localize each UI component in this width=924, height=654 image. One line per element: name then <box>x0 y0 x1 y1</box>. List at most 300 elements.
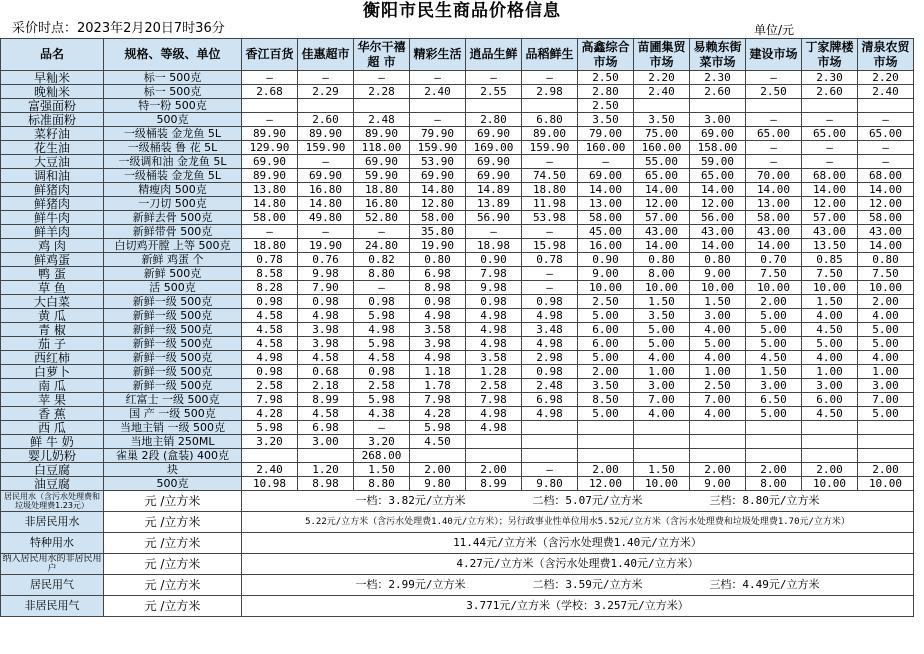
price-cell: — <box>298 71 354 85</box>
price-cell: 14.00 <box>690 183 746 197</box>
price-cell: 0.98 <box>522 365 578 379</box>
table-row <box>1 183 914 197</box>
product-name: 白萝卜 <box>1 365 104 379</box>
price-cell: 5.00 <box>858 337 914 351</box>
price-cell: 9.98 <box>466 281 522 295</box>
price-cell <box>690 99 746 113</box>
product-spec: 一级调和油 金龙鱼 5L <box>104 155 242 169</box>
price-cell: 0.98 <box>354 365 410 379</box>
price-cell: 0.90 <box>466 253 522 267</box>
price-cell: 2.60 <box>690 85 746 99</box>
price-cell: 3.00 <box>690 309 746 323</box>
price-cell: 3.00 <box>634 379 690 393</box>
price-cell: 1.00 <box>858 365 914 379</box>
price-cell: 4.58 <box>354 351 410 365</box>
price-cell: — <box>746 71 802 85</box>
price-cell: 2.00 <box>746 463 802 477</box>
table-row <box>1 253 914 267</box>
price-cell <box>242 449 298 463</box>
price-cell: 2.58 <box>242 379 298 393</box>
utility-row <box>1 491 914 512</box>
price-cell: 69.00 <box>578 169 634 183</box>
price-cell: 3.50 <box>634 113 690 127</box>
price-cell: 4.38 <box>354 407 410 421</box>
table-row <box>1 295 914 309</box>
price-cell: — <box>522 463 578 477</box>
price-cell: 8.99 <box>298 393 354 407</box>
price-cell: — <box>242 113 298 127</box>
price-cell: 6.80 <box>522 113 578 127</box>
price-cell: 65.00 <box>802 127 858 141</box>
price-cell: 55.00 <box>634 155 690 169</box>
utility-price-text: 5.22元/立方米（含污水处理费1.40元/立方米）；另行政事业性单位用水5.52元/立方米（含污水处理费和垃圾处理费1.70元/立方米） <box>305 517 850 527</box>
product-spec: 当地主销 250ML <box>104 435 242 449</box>
price-cell: 0.90 <box>578 253 634 267</box>
price-cell: 118.00 <box>354 141 410 155</box>
price-cell <box>746 449 802 463</box>
price-cell: 43.00 <box>634 225 690 239</box>
product-name: 西红柿 <box>1 351 104 365</box>
price-cell <box>746 99 802 113</box>
product-name: 黄 瓜 <box>1 309 104 323</box>
price-cell: 3.50 <box>634 309 690 323</box>
price-cell: 14.00 <box>690 239 746 253</box>
utility-unit: 元 /立方米 <box>104 491 242 512</box>
price-cell: 6.98 <box>298 421 354 435</box>
price-cell: 8.58 <box>242 267 298 281</box>
utility-price <box>242 596 914 617</box>
product-name: 苹 果 <box>1 393 104 407</box>
price-cell: 2.50 <box>690 379 746 393</box>
price-cell: 4.00 <box>690 351 746 365</box>
price-cell: 2.50 <box>578 99 634 113</box>
table-row <box>1 225 914 239</box>
price-cell: 19.90 <box>298 239 354 253</box>
price-cell: 1.78 <box>410 379 466 393</box>
table-row <box>1 239 914 253</box>
price-cell: 12.00 <box>634 197 690 211</box>
price-cell: — <box>858 113 914 127</box>
price-cell: 43.00 <box>858 225 914 239</box>
utility-tier: 一档：3.82元/立方米 <box>355 494 466 507</box>
price-cell: 9.00 <box>690 477 746 491</box>
price-cell: 19.90 <box>410 239 466 253</box>
product-name: 鲜牛肉 <box>1 211 104 225</box>
price-cell: 3.48 <box>522 323 578 337</box>
price-cell: 3.58 <box>410 323 466 337</box>
price-cell: 4.98 <box>410 351 466 365</box>
price-cell: 5.00 <box>746 309 802 323</box>
table-row <box>1 449 914 463</box>
product-spec: 雀巢 2段 (盒装) 400克 <box>104 449 242 463</box>
table-row <box>1 463 914 477</box>
table-row <box>1 197 914 211</box>
price-cell: 5.00 <box>634 323 690 337</box>
price-cell: 3.50 <box>578 379 634 393</box>
utility-tier: 三档：8.80元/立方米 <box>709 494 820 507</box>
price-cell <box>466 449 522 463</box>
price-cell: 8.98 <box>410 281 466 295</box>
product-spec: 红富士 一级 500克 <box>104 393 242 407</box>
price-cell: 4.98 <box>410 309 466 323</box>
price-cell: 14.00 <box>802 183 858 197</box>
price-cell: 74.50 <box>522 169 578 183</box>
price-cell: 4.50 <box>802 323 858 337</box>
utility-unit: 元 /立方米 <box>104 512 242 533</box>
price-cell <box>858 435 914 449</box>
price-cell: 16.80 <box>354 197 410 211</box>
price-cell <box>746 421 802 435</box>
price-cell: 14.80 <box>298 197 354 211</box>
utility-row <box>1 533 914 554</box>
utility-price <box>242 491 914 512</box>
utility-name: 纳入居民用水的非居民用户 <box>2 554 102 574</box>
price-cell: 18.80 <box>522 183 578 197</box>
price-cell: 268.00 <box>354 449 410 463</box>
price-cell: — <box>522 71 578 85</box>
price-cell: — <box>522 155 578 169</box>
price-cell: 2.48 <box>522 379 578 393</box>
price-cell: 13.00 <box>578 197 634 211</box>
price-cell: 43.00 <box>802 225 858 239</box>
price-cell: 0.85 <box>802 253 858 267</box>
price-cell: 5.00 <box>746 407 802 421</box>
price-cell: 2.60 <box>298 113 354 127</box>
price-cell: 7.50 <box>746 267 802 281</box>
price-cell: 65.00 <box>634 169 690 183</box>
price-cell: 4.00 <box>634 351 690 365</box>
price-cell: 18.98 <box>466 239 522 253</box>
price-cell: — <box>298 155 354 169</box>
price-cell: 9.80 <box>522 477 578 491</box>
product-name: 白豆腐 <box>1 463 104 477</box>
product-spec: 标一 500克 <box>104 71 242 85</box>
price-cell: 4.50 <box>746 351 802 365</box>
price-cell: 5.00 <box>858 323 914 337</box>
price-cell: 8.00 <box>746 477 802 491</box>
price-cell <box>578 435 634 449</box>
price-cell: 129.90 <box>242 141 298 155</box>
table-row <box>1 407 914 421</box>
price-cell <box>578 449 634 463</box>
price-cell: 4.98 <box>466 421 522 435</box>
price-cell: 1.50 <box>746 365 802 379</box>
utility-name: 居民用水（含污水处理费和垃圾处理费1.23元） <box>1 491 104 512</box>
price-cell: 1.20 <box>298 463 354 477</box>
price-cell: — <box>746 113 802 127</box>
price-cell: 4.00 <box>802 309 858 323</box>
price-cell: 3.00 <box>690 113 746 127</box>
price-cell: 9.80 <box>410 477 466 491</box>
table-row <box>1 113 914 127</box>
utility-unit: 元 /立方米 <box>104 533 242 554</box>
price-cell: 10.00 <box>634 477 690 491</box>
utility-row <box>1 575 914 596</box>
page-title: 衡阳市民生商品价格信息 <box>363 1 561 21</box>
header-store: 华尔干禧超 市 <box>354 39 410 71</box>
price-cell: 0.80 <box>858 253 914 267</box>
price-cell: 45.00 <box>578 225 634 239</box>
price-cell <box>578 421 634 435</box>
price-cell: 10.00 <box>578 281 634 295</box>
header-store: 高鑫综合市场 <box>578 39 634 71</box>
price-cell: 9.00 <box>690 267 746 281</box>
product-spec: 精瘦肉 500克 <box>104 183 242 197</box>
table-row <box>1 155 914 169</box>
price-cell: 2.00 <box>578 463 634 477</box>
header-store: 逍品生鲜 <box>466 39 522 71</box>
price-cell: 4.28 <box>242 407 298 421</box>
price-cell: 3.00 <box>858 379 914 393</box>
price-cell: 8.98 <box>298 477 354 491</box>
product-spec: 标一 500克 <box>104 85 242 99</box>
price-cell: 4.58 <box>298 351 354 365</box>
price-cell: 2.00 <box>858 463 914 477</box>
product-name: 草 鱼 <box>1 281 104 295</box>
price-cell: 16.00 <box>578 239 634 253</box>
price-cell: 89.90 <box>354 127 410 141</box>
table-row <box>1 267 914 281</box>
price-cell: 4.98 <box>466 323 522 337</box>
table-row <box>1 211 914 225</box>
price-cell <box>410 449 466 463</box>
price-cell: 4.00 <box>634 407 690 421</box>
price-cell: 69.90 <box>354 155 410 169</box>
price-cell: 65.00 <box>690 169 746 183</box>
price-cell: 3.00 <box>298 435 354 449</box>
price-collection-time: 采价时点：2023年2月20日7时36分 <box>12 21 225 36</box>
price-cell: 9.98 <box>298 267 354 281</box>
price-cell: 10.00 <box>802 281 858 295</box>
price-cell: 3.20 <box>242 435 298 449</box>
price-cell: 68.00 <box>802 169 858 183</box>
price-cell: 5.00 <box>578 309 634 323</box>
table-row <box>1 477 914 491</box>
price-cell: 2.80 <box>466 113 522 127</box>
table-row <box>1 85 914 99</box>
price-cell: 2.00 <box>858 295 914 309</box>
product-spec: 一刀切 500克 <box>104 197 242 211</box>
price-cell: — <box>522 225 578 239</box>
price-cell: 2.00 <box>578 365 634 379</box>
price-cell: 4.50 <box>802 407 858 421</box>
price-cell: 1.00 <box>634 365 690 379</box>
price-cell: 0.98 <box>466 295 522 309</box>
header-store: 香江百货 <box>242 39 298 71</box>
price-cell <box>858 99 914 113</box>
price-cell <box>410 99 466 113</box>
price-cell: 4.98 <box>466 309 522 323</box>
price-cell: 0.80 <box>634 253 690 267</box>
price-cell: 14.00 <box>746 239 802 253</box>
price-cell: 1.18 <box>410 365 466 379</box>
price-cell: 5.98 <box>354 393 410 407</box>
utility-tier: 一档：2.99元/立方米 <box>355 578 466 591</box>
price-cell: 24.80 <box>354 239 410 253</box>
utility-row <box>1 554 914 575</box>
price-cell: 2.50 <box>578 71 634 85</box>
price-cell: 0.78 <box>522 253 578 267</box>
price-cell: 5.00 <box>858 407 914 421</box>
product-spec: 新鲜一级 500克 <box>104 337 242 351</box>
product-name: 鸭 蛋 <box>1 267 104 281</box>
price-cell: 12.00 <box>578 477 634 491</box>
product-name: 油豆腐 <box>1 477 104 491</box>
price-cell: 69.90 <box>298 169 354 183</box>
price-cell: 89.90 <box>242 169 298 183</box>
price-cell: — <box>522 281 578 295</box>
price-cell: 1.50 <box>802 295 858 309</box>
product-spec: 国 产 一级 500克 <box>104 407 242 421</box>
price-cell: 13.50 <box>802 239 858 253</box>
price-cell: 10.00 <box>634 281 690 295</box>
price-cell: 7.98 <box>466 267 522 281</box>
price-cell: 160.00 <box>634 141 690 155</box>
price-cell: 159.90 <box>522 141 578 155</box>
table-row <box>1 127 914 141</box>
price-cell: 13.00 <box>746 197 802 211</box>
price-cell: 2.20 <box>634 71 690 85</box>
price-cell: 53.90 <box>410 155 466 169</box>
price-cell: 79.90 <box>410 127 466 141</box>
price-cell: 58.00 <box>242 211 298 225</box>
price-cell: 1.00 <box>690 365 746 379</box>
price-cell <box>690 435 746 449</box>
price-cell: 0.98 <box>298 295 354 309</box>
price-cell: 12.80 <box>410 197 466 211</box>
price-cell: 4.58 <box>242 309 298 323</box>
product-spec: 白切鸡开膛 上等 500克 <box>104 239 242 253</box>
product-name: 鸡 肉 <box>1 239 104 253</box>
product-spec: 新鲜 鸡蛋 个 <box>104 253 242 267</box>
price-cell: 35.80 <box>410 225 466 239</box>
price-cell: 0.98 <box>410 295 466 309</box>
price-cell: 2.40 <box>858 85 914 99</box>
price-cell: 10.00 <box>690 281 746 295</box>
utility-unit: 元 /立方米 <box>104 575 242 596</box>
price-cell: — <box>802 141 858 155</box>
price-cell <box>522 449 578 463</box>
price-cell: 1.50 <box>690 295 746 309</box>
price-cell: 10.98 <box>242 477 298 491</box>
price-cell: — <box>354 71 410 85</box>
price-cell: 2.00 <box>690 463 746 477</box>
price-cell: — <box>466 71 522 85</box>
table-row <box>1 281 914 295</box>
price-cell: 79.00 <box>578 127 634 141</box>
price-cell: — <box>802 113 858 127</box>
price-cell: 4.00 <box>858 309 914 323</box>
header-store: 建设市场 <box>746 39 802 71</box>
utility-price <box>242 533 914 554</box>
price-cell: 10.00 <box>746 281 802 295</box>
header-store: 品稻鲜生 <box>522 39 578 71</box>
price-cell: 2.00 <box>746 295 802 309</box>
price-cell: 43.00 <box>746 225 802 239</box>
product-name: 香 蕉 <box>1 407 104 421</box>
product-spec: 一级桶装 鲁 花 5L <box>104 141 242 155</box>
table-row <box>1 379 914 393</box>
price-cell <box>802 435 858 449</box>
price-cell: 2.00 <box>466 463 522 477</box>
price-cell: 3.20 <box>354 435 410 449</box>
price-cell: — <box>802 155 858 169</box>
price-cell: 3.58 <box>466 351 522 365</box>
utility-price-text: 11.44元/立方米（含污水处理费1.40元/立方米） <box>453 536 702 549</box>
price-cell: 7.00 <box>858 393 914 407</box>
price-cell: 52.80 <box>354 211 410 225</box>
price-cell: 53.98 <box>522 211 578 225</box>
price-cell: — <box>298 225 354 239</box>
price-cell: 7.00 <box>634 393 690 407</box>
price-cell: — <box>410 71 466 85</box>
price-cell: 10.00 <box>858 281 914 295</box>
price-cell: 4.98 <box>522 407 578 421</box>
product-name: 鲜鸡蛋 <box>1 253 104 267</box>
price-cell <box>466 99 522 113</box>
price-cell: — <box>522 267 578 281</box>
price-cell: 14.00 <box>858 183 914 197</box>
product-name: 鲜 牛 奶 <box>1 435 104 449</box>
price-cell: — <box>354 225 410 239</box>
price-cell <box>858 449 914 463</box>
product-spec: 块 <box>104 463 242 477</box>
price-cell: 18.80 <box>354 183 410 197</box>
price-cell: 2.40 <box>634 85 690 99</box>
price-cell <box>634 435 690 449</box>
price-cell <box>634 449 690 463</box>
price-cell: 5.00 <box>746 323 802 337</box>
price-cell: 65.00 <box>746 127 802 141</box>
price-cell: 59.00 <box>690 155 746 169</box>
price-cell: 59.90 <box>354 169 410 183</box>
price-cell: 7.50 <box>858 267 914 281</box>
price-cell <box>298 99 354 113</box>
price-cell: 2.20 <box>858 71 914 85</box>
price-cell: 4.98 <box>466 337 522 351</box>
price-cell: — <box>466 225 522 239</box>
price-cell: 8.00 <box>634 267 690 281</box>
price-cell: 2.30 <box>802 71 858 85</box>
price-cell: 3.50 <box>578 113 634 127</box>
price-cell: 49.80 <box>298 211 354 225</box>
table-row <box>1 393 914 407</box>
price-cell <box>746 435 802 449</box>
price-cell: — <box>578 155 634 169</box>
table-row <box>1 421 914 435</box>
utility-name: 居民用气 <box>1 575 104 596</box>
price-cell: 6.50 <box>746 393 802 407</box>
product-spec: 500克 <box>104 113 242 127</box>
table-row <box>1 323 914 337</box>
product-name: 调和油 <box>1 169 104 183</box>
product-name: 花生油 <box>1 141 104 155</box>
price-cell: 0.98 <box>242 295 298 309</box>
header-spec: 规格、等级、单位 <box>104 39 242 71</box>
price-cell: 0.70 <box>746 253 802 267</box>
price-cell: 58.00 <box>858 211 914 225</box>
price-cell <box>466 435 522 449</box>
price-cell: 8.28 <box>242 281 298 295</box>
product-spec: 新鲜去骨 500克 <box>104 211 242 225</box>
price-cell: 1.50 <box>634 463 690 477</box>
price-cell: 5.00 <box>746 337 802 351</box>
header-name: 品名 <box>1 39 104 71</box>
price-cell: 6.00 <box>802 393 858 407</box>
price-cell: 0.98 <box>354 295 410 309</box>
price-cell: 5.00 <box>578 351 634 365</box>
price-cell: 0.82 <box>354 253 410 267</box>
